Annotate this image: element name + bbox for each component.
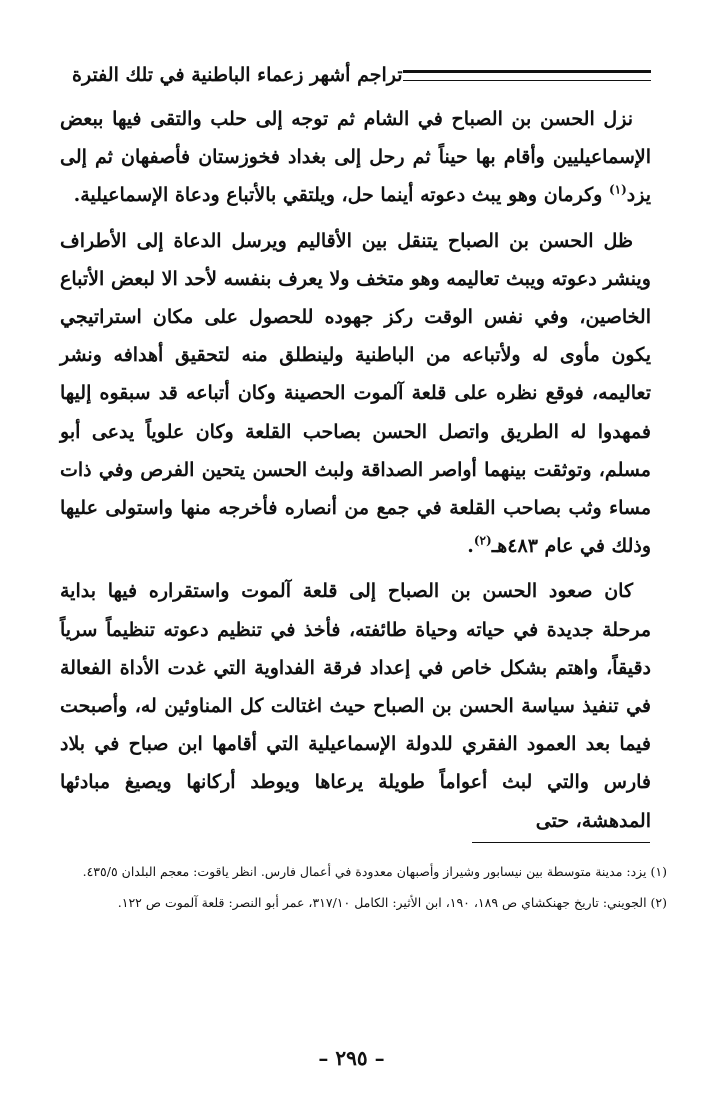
paragraph-3: [60, 572, 651, 839]
paragraph-3-text: كان صعود الحسن بن الصباح إلى قلعة آلموت واستقراره فيها بداية مرحلة جديدة في حياته وحياة طائفته، فأخذ في تنظيم دعوته تنظيماً سرياً دقيقاً، واهتم بشكل خاص في إعداد فرقة الفداوية التي غدت الأداة الفعالة في تنفيذ سياسة الحسن بن الصباح حيث اغتالت كل المناوئين له، وأصبحت فيما بعد العمود الفقري للدولة الإسماعيلية التي أقامها ابن صباح في بلاد فارس والتي لبث أعواماً طويلة يرعاها ويوطد أركانها ويصيغ مبادئها المدهشة، حتى: [60, 580, 651, 832]
main-text: [60, 100, 651, 847]
paragraph-1-text: نزل الحسن بن الصباح في الشام ثم توجه إلى حلب والتقى فيها ببعض الإسماعيليين وأقام بها حيناً ثم رحل إلى بغداد فخوزستان فأصفهان ثم إلى يزد: [60, 108, 651, 207]
footnote-2: (٢) الجويني: تاريخ جهنكشاي ص ١٨٩، ١٩٠، ابن الأثير: الكامل ٣١٧/١٠، عمر أبو النصر: قلعة آلموت ص ١٢٢.: [117, 895, 667, 910]
running-header: [60, 58, 651, 92]
page-number: – ٢٩٥ –: [318, 1046, 385, 1070]
paragraph-1: [60, 100, 651, 215]
paragraph-2: [60, 222, 651, 566]
footnote-1: (١) يزد: مدينة متوسطة بين نيسابور وشيراز وأصبهان معدودة في أعمال فارس. انظر ياقوت: معجم البلدان ٤٣٥/٥.: [82, 864, 667, 879]
header-double-rule: [403, 70, 651, 81]
footnote-separator: [472, 842, 650, 843]
footnote-ref-1: (١): [608, 183, 627, 198]
paragraph-1-text-end: وكرمان وهو يبث دعوته أينما حل، ويلتقي بالأتباع ودعاة الإسماعيلية.: [73, 184, 609, 207]
footnote-ref-2: (٢): [473, 533, 492, 548]
footnotes: [60, 858, 667, 920]
header-title: تراجم أشهر زعماء الباطنية في تلك الفترة: [72, 64, 403, 86]
paragraph-2-text: ظل الحسن بن الصباح يتنقل بين الأقاليم ويرسل الدعاة إلى الأطراف وينشر دعوته ويبث تعاليمه وهو متخف ولا يعرف بنفسه لأحد الا لبعض الأتباع الخاصين، وفي نفس الوقت ركز جهوده للحصول على مكان استراتيجي يكون مأوى له ولأتباعه من الباطنية ولينطلق منه لتحقيق أهدافه ونشر تعاليمه، فوقع نظره على قلعة آلموت الحصينة وكان أتباعه قد سبقوه إليها فمهدوا له الطريق واتصل الحسن بصاحب القلعة وكان علوياً يدعى أبو مسلم، وتوثقت بينهما أواصر الصداقة ولبث الحسن يتحين الفرص وفي ذات مساء وثب بصاحب القلعة في جمع من أنصاره فأخرجه منها واستولى عليها وذلك في عام ٤٨٣هـ: [60, 229, 651, 558]
paragraph-2-text-end: .: [467, 535, 474, 558]
